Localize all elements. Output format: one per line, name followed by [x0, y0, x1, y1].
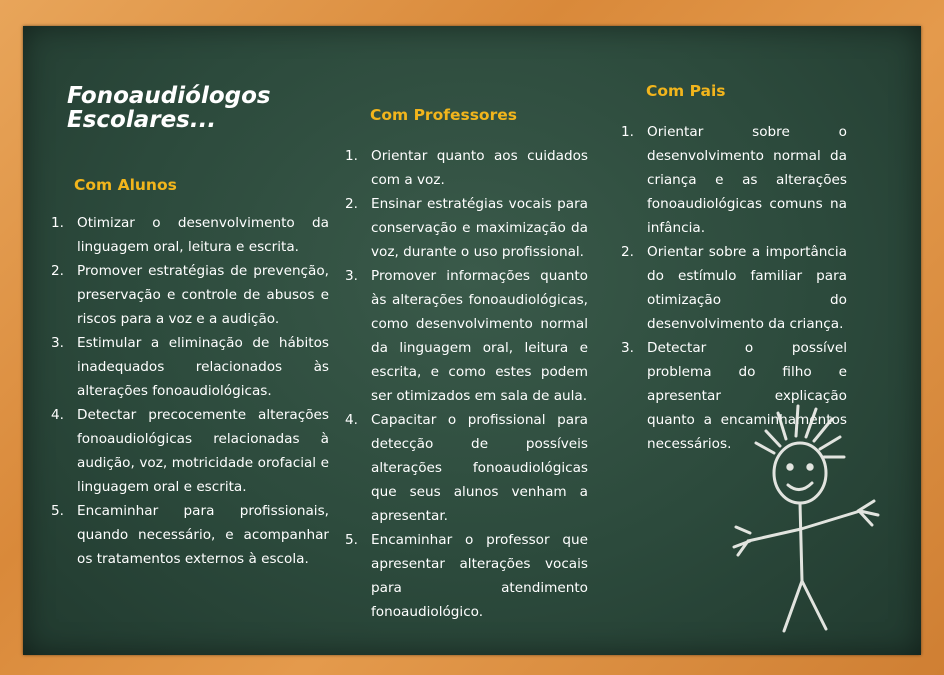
item-number: 5. — [345, 532, 358, 548]
item-text: Encaminhar o professor que apresentar alterações vocais para atendimento fonoaudiológico. — [371, 532, 588, 620]
column-heading: Com Pais — [646, 82, 726, 100]
list-com-alunos — [49, 211, 329, 571]
item-number: 1. — [345, 148, 358, 164]
item-text: Capacitar o profissional para detecção de possíveis alterações fonoaudiológicas que seus alunos venham a apresentar. — [371, 412, 588, 524]
item-text: Otimizar o desenvolvimento da linguagem oral, leitura e escrita. — [77, 215, 329, 255]
item-number: 5. — [51, 503, 64, 519]
list-item — [49, 259, 329, 331]
list-item — [49, 331, 329, 403]
item-text: Detectar precocemente alterações fonoaudiológicas relacionadas à audição, voz, motricidade orofacial e linguagem oral e escrita. — [77, 407, 329, 495]
item-text: Encaminhar para profissionais, quando necessário, e acompanhar os tratamentos externos à escola. — [77, 503, 329, 567]
item-number: 4. — [51, 407, 64, 423]
list-item — [49, 499, 329, 571]
item-number: 3. — [345, 268, 358, 284]
item-text: Promover informações quanto às alterações fonoaudiológicas, como desenvolvimento normal da linguagem oral, leitura e escrita, e como estes podem ser otimizados em sala de aula. — [371, 268, 588, 404]
item-text: Orientar quanto aos cuidados com a voz. — [371, 148, 588, 188]
list-item — [49, 211, 329, 259]
item-text: Detectar o possível problema do filho e apresentar explicação quanto a encaminhamentos necessários. — [647, 340, 847, 452]
list-item — [343, 408, 588, 528]
list-item — [619, 240, 847, 336]
chalkboard — [23, 26, 921, 655]
item-text: Orientar sobre a importância do estímulo familiar para otimização do desenvolvimento da criança. — [647, 244, 847, 332]
list-item — [343, 264, 588, 408]
list-item — [49, 403, 329, 499]
item-number: 2. — [51, 263, 64, 279]
chalk-stick-figure-icon — [728, 391, 888, 641]
item-number: 2. — [345, 196, 358, 212]
column-heading: Com Professores — [370, 106, 517, 124]
list-item — [619, 120, 847, 240]
item-number: 3. — [51, 335, 64, 351]
item-text: Promover estratégias de prevenção, preservação e controle de abusos e riscos para a voz e a audição. — [77, 263, 329, 327]
item-number: 4. — [345, 412, 358, 428]
list-item — [343, 528, 588, 624]
list-item — [343, 192, 588, 264]
item-number: 1. — [621, 124, 634, 140]
item-text: Ensinar estratégias vocais para conservação e maximização da voz, durante o uso profissional. — [371, 196, 588, 260]
column-heading: Com Alunos — [74, 176, 177, 194]
list-item — [343, 144, 588, 192]
item-number: 3. — [621, 340, 634, 356]
page-title: Fonoaudiólogos Escolares... — [67, 83, 271, 133]
item-text: Orientar sobre o desenvolvimento normal da criança e as alterações fonoaudiológicas comuns na infância. — [647, 124, 847, 236]
item-number: 2. — [621, 244, 634, 260]
item-text: Estimular a eliminação de hábitos inadequados relacionados às alterações fonoaudiológicas. — [77, 335, 329, 399]
item-number: 1. — [51, 215, 64, 231]
list-com-professores — [343, 144, 588, 624]
